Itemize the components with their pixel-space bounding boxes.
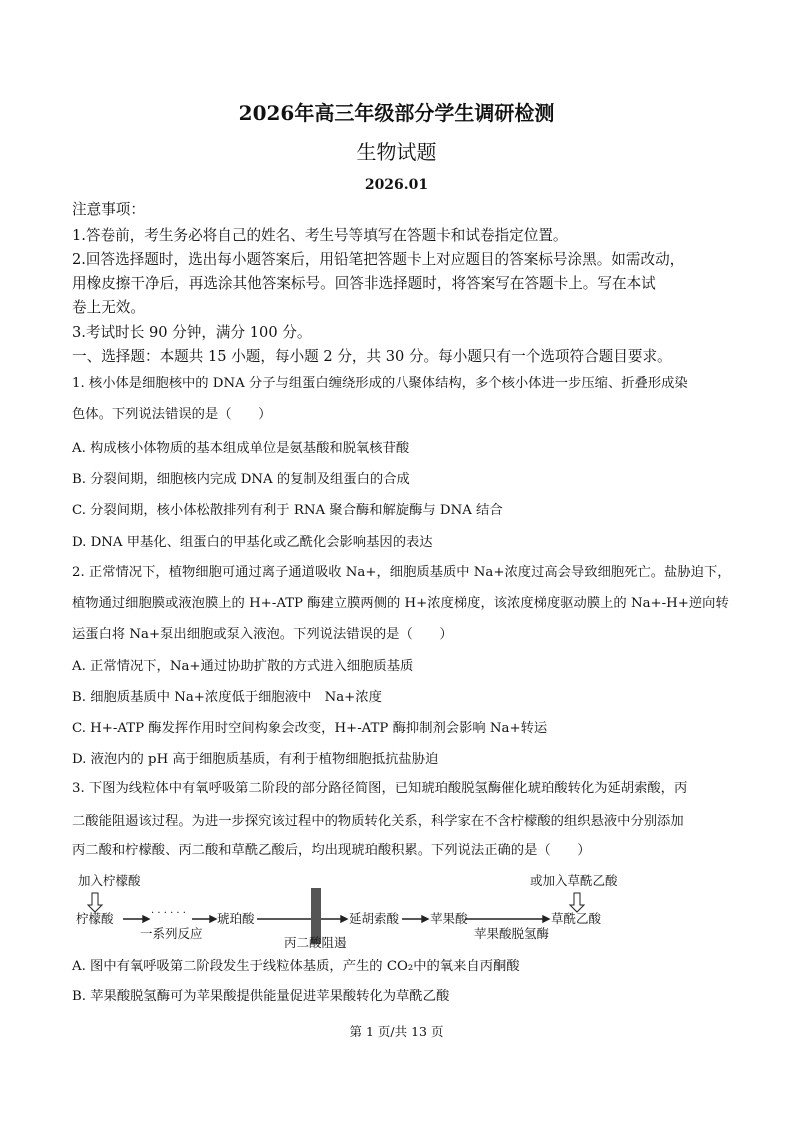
down-arrow-icon xyxy=(570,893,584,912)
question-2-stem: 运蛋白将 Na+泵出细胞或泵入液泡。下列说法错误的是（ ） xyxy=(72,627,453,642)
notice-line: 1.答卷前，考生务必将自己的姓名、考生号等填写在答题卡和试卷指定位置。 xyxy=(72,227,568,244)
down-arrow-icon xyxy=(88,893,102,912)
question-1-stem: 色体。下列说法错误的是（ ） xyxy=(72,407,272,422)
notice-line: 3.考试时长 90 分钟，满分 100 分。 xyxy=(72,324,312,341)
question-2-stem: 2. 正常情况下，植物细胞可通过离子通道吸收 Na+，细胞质基质中 Na+浓度过高会导致细胞死亡。盐胁迫下， xyxy=(72,565,731,580)
label-add-citric: 加入柠檬酸 xyxy=(78,873,141,888)
label-enzyme: 苹果酸脱氢酶 xyxy=(474,926,550,941)
notice-line: 卷上无效。 xyxy=(72,299,145,316)
question-3-option-b: B. 苹果酸脱氢酶可为苹果酸提供能量促进苹果酸转化为草酰乙酸 xyxy=(72,989,450,1004)
question-2-stem: 植物通过细胞膜或液泡膜上的 H+-ATP 酶建立膜两侧的 H+浓度梯度，该浓度梯度驱动膜上的 Na+-H+逆向转 xyxy=(72,596,729,611)
subject-title: 生物试题 xyxy=(356,140,437,164)
question-2-option-c: C. H+-ATP 酶发挥作用时空间构象会改变，H+-ATP 酶抑制剂会影响 Na+转运 xyxy=(72,721,548,736)
notice-line: 2.回答选择题时，选出每小题答案后，用铅笔把答题卡上对应题目的答案标号涂黑。如需改动， xyxy=(72,251,685,268)
notice-heading: 注意事项： xyxy=(72,201,145,218)
question-1-option-a: A. 构成核小体物质的基本组成单位是氨基酸和脱氧核苷酸 xyxy=(72,441,410,456)
page-footer: 第 1 页/共 13 页 xyxy=(349,1024,444,1039)
question-3-stem: 丙二酸和柠檬酸、丙二酸和草酰乙酸后，均出现琥珀酸积累。下列说法正确的是（ ） xyxy=(72,843,591,858)
question-2-option-d: D. 液泡内的 pH 高于细胞质基质，有利于植物细胞抵抗盐胁迫 xyxy=(72,752,439,767)
question-1-option-b: B. 分裂间期，细胞核内完成 DNA 的复制及组蛋白的合成 xyxy=(72,472,410,487)
label-oxaloacetic: 草酰乙酸 xyxy=(551,911,602,926)
label-succinic: 琥珀酸 xyxy=(217,911,255,926)
label-malic: 苹果酸 xyxy=(430,911,468,926)
label-fumaric: 延胡索酸 xyxy=(349,911,400,926)
label-add-oxaloacetic: 或加入草酰乙酸 xyxy=(530,873,618,888)
question-1-stem: 1. 核小体是细胞核中的 DNA 分子与组蛋白缠绕形成的八聚体结构，多个核小体进一步压缩、折叠形成染 xyxy=(72,376,688,391)
question-1-option-c: C. 分裂间期，核小体松散排列有利于 RNA 聚合酶和解旋酶与 DNA 结合 xyxy=(72,503,503,518)
section-heading: 一、选择题：本题共 15 小题，每小题 2 分，共 30 分。每小题只有一个选项符合题目要求。 xyxy=(72,348,672,365)
question-3-stem: 二酸能阻遏该过程。为进一步探究该过程中的物质转化关系，科学家在不含柠檬酸的组织悬液中分别添加 xyxy=(72,814,684,829)
label-dots: · · · · · · xyxy=(151,908,186,919)
label-series: 一系列反应 xyxy=(140,926,203,941)
question-3-stem: 3. 下图为线粒体中有氧呼吸第二阶段的部分路径简图，已知琥珀酸脱氢酶催化琥珀酸转化为延胡索酸，丙 xyxy=(72,781,688,796)
exam-date: 2026.01 xyxy=(364,177,429,193)
page-title: 2026年高三年级部分学生调研检测 xyxy=(238,101,555,125)
question-2-option-b: B. 细胞质基质中 Na+浓度低于细胞液中 Na+浓度 xyxy=(72,690,382,705)
notice-line: 用橡皮擦干净后，再选涂其他答案标号。回答非选择题时，将答案写在答题卡上。写在本试 xyxy=(72,275,656,292)
question-2-option-a: A. 正常情况下，Na+通过协助扩散的方式进入细胞质基质 xyxy=(72,659,414,674)
question-3-option-a: A. 图中有氧呼吸第二阶段发生于线粒体基质，产生的 CO₂中的氧来自丙酮酸 xyxy=(72,959,520,974)
label-citric: 柠檬酸 xyxy=(76,911,114,926)
question-1-option-d: D. DNA 甲基化、组蛋白的甲基化或乙酰化会影响基因的表达 xyxy=(72,535,433,550)
label-malonate: 丙二酸阻遏 xyxy=(284,935,347,950)
